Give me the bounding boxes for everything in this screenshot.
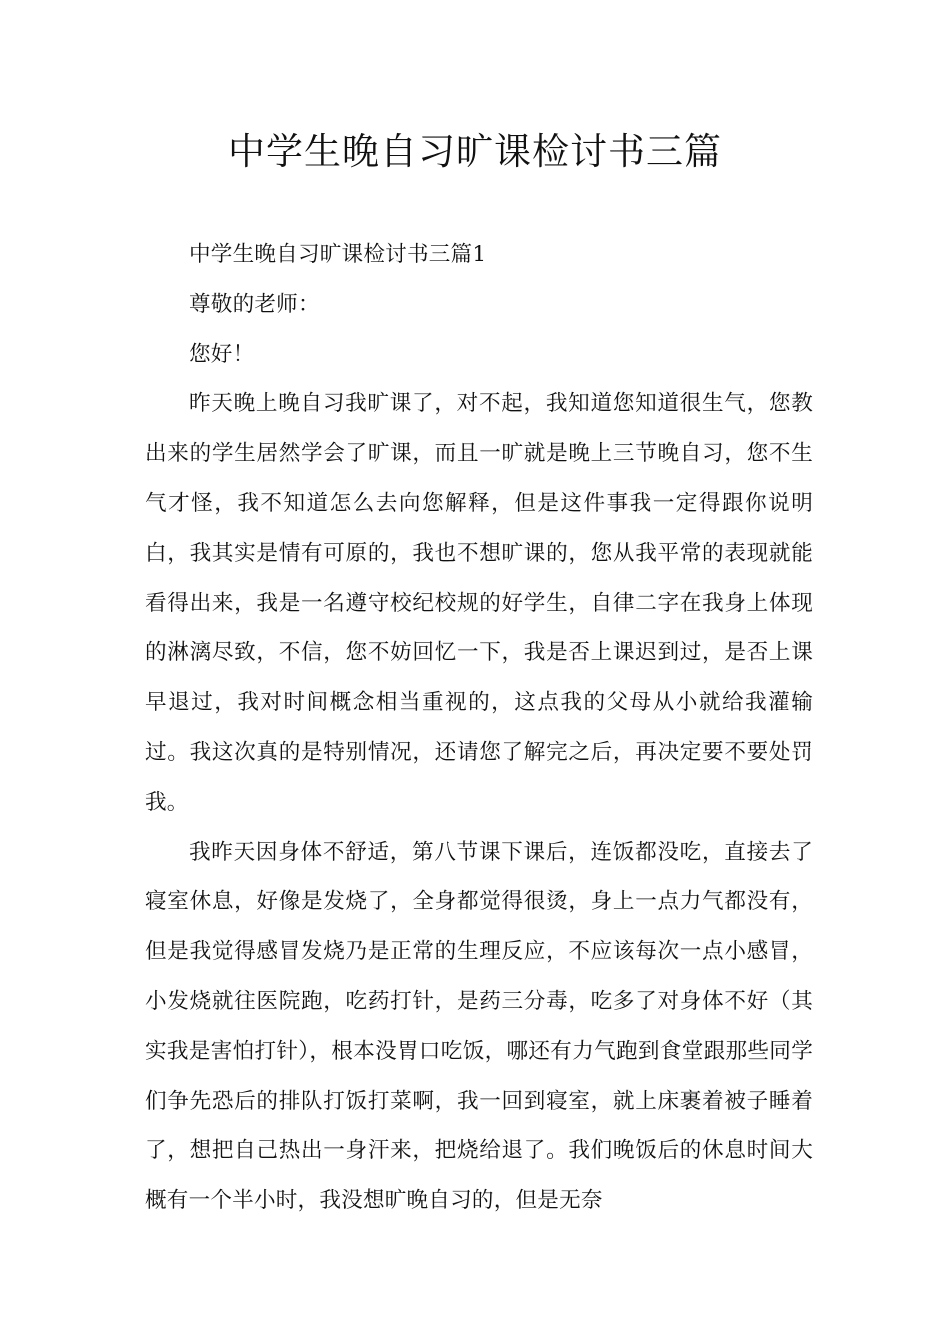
salutation: 尊敬的老师： bbox=[189, 291, 320, 317]
document-body bbox=[145, 230, 813, 1226]
greeting: 您好！ bbox=[189, 341, 255, 367]
body-paragraph: 昨天晚上晚自习我旷课了，对不起，我知道您知道很生气，您教出来的学生居然学会了旷课，而且一旷就是晚上三节晚自习，您不生气才怪，我不知道怎么去向您解释，但是这件事我一定得跟你说明白，我其实是情有可原的，我也不想旷课的，您从我平常的表现就能看得出来，我是一名遵守校纪校规的好学生，自律二字在我身上体现的淋漓尽致，不信，您不妨回忆一下，我是否上课迟到过，是否上课早退过，我对时间概念相当重视的，这点我的父母从小就给我灌输过。我这次真的是特别情况，还请您了解完之后，再决定要不要处罚我。 bbox=[145, 391, 813, 815]
body-paragraph: 我昨天因身体不舒适，第八节课下课后，连饭都没吃，直接去了寝室休息，好像是发烧了，全身都觉得很烫，身上一点力气都没有，但是我觉得感冒发烧乃是正常的生理反应，不应该每次一点小感冒，小发烧就往医院跑，吃药打针，是药三分毒，吃多了对身体不好（其实我是害怕打针），根本没胃口吃饭，哪还有力气跑到食堂跟那些同学们争先恐后的排队打饭打菜啊，我一回到寝室，就上床裹着被子睡着了，想把自己热出一身汗来，把烧给退了。我们晚饭后的休息时间大概有一个半小时，我没想旷晚自习的，但是无奈 bbox=[145, 839, 813, 1214]
document-title: 中学生晚自习旷课检讨书三篇 bbox=[228, 130, 722, 173]
section-heading: 中学生晚自习旷课检讨书三篇1 bbox=[189, 242, 487, 267]
